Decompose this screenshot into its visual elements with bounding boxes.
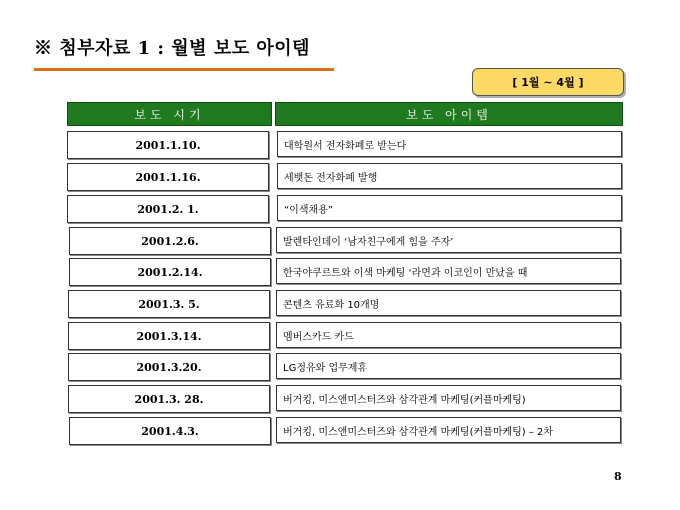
table-row-item: 버거킹, 미스앤미스터즈와 삼각관계 마케팅(커플마케팅) [276, 385, 621, 411]
table-row-item: “이색채용” [277, 195, 622, 221]
table-row-date: 2001.2.6. [69, 227, 271, 255]
table-row-item: 세뱃돈 전자화폐 발행 [277, 163, 622, 189]
table-row-date: 2001.1.10. [67, 131, 269, 159]
table-row-item: 대학원서 전자화폐로 받는다 [277, 131, 622, 157]
table-row-date: 2001.3.14. [68, 322, 270, 350]
column-header-item: 보도 아이템 [275, 102, 623, 126]
page-number: 8 [614, 470, 622, 483]
table-row-date: 2001.2. 1. [67, 195, 269, 223]
table-row-date: 2001.3. 28. [68, 385, 270, 413]
table-row-item: LG정유와 업무제휴 [276, 353, 621, 379]
page-title: ※ 첨부자료 1 : 월별 보도 아이템 [34, 38, 311, 59]
table-row-date: 2001.3. 5. [68, 290, 270, 318]
title-underline [34, 68, 334, 71]
table-row-date: 2001.1.16. [67, 163, 269, 191]
table-row-item: 한국야쿠르트와 이색 마케팅 ‘라면과 이코인이 만났을 때 [276, 258, 621, 284]
table-row-item: 콘텐츠 유료화 10개명 [276, 290, 621, 316]
table-row-date: 2001.3.20. [68, 353, 270, 381]
table-row-item: 멤버스카드 카드 [276, 322, 621, 348]
column-header-date: 보도 시기 [67, 102, 272, 126]
table-row-date: 2001.4.3. [69, 417, 271, 445]
table-row-item: 버거킹, 미스앤미스터즈와 삼각관계 마케팅(커플마케팅) – 2차 [276, 417, 621, 443]
date-range-badge: [ 1월 ~ 4월 ] [472, 68, 624, 96]
table-row-item: 발렌타인데이 ‘남자친구에게 힘을 주자’ [276, 227, 621, 253]
table-row-date: 2001.2.14. [69, 258, 271, 286]
